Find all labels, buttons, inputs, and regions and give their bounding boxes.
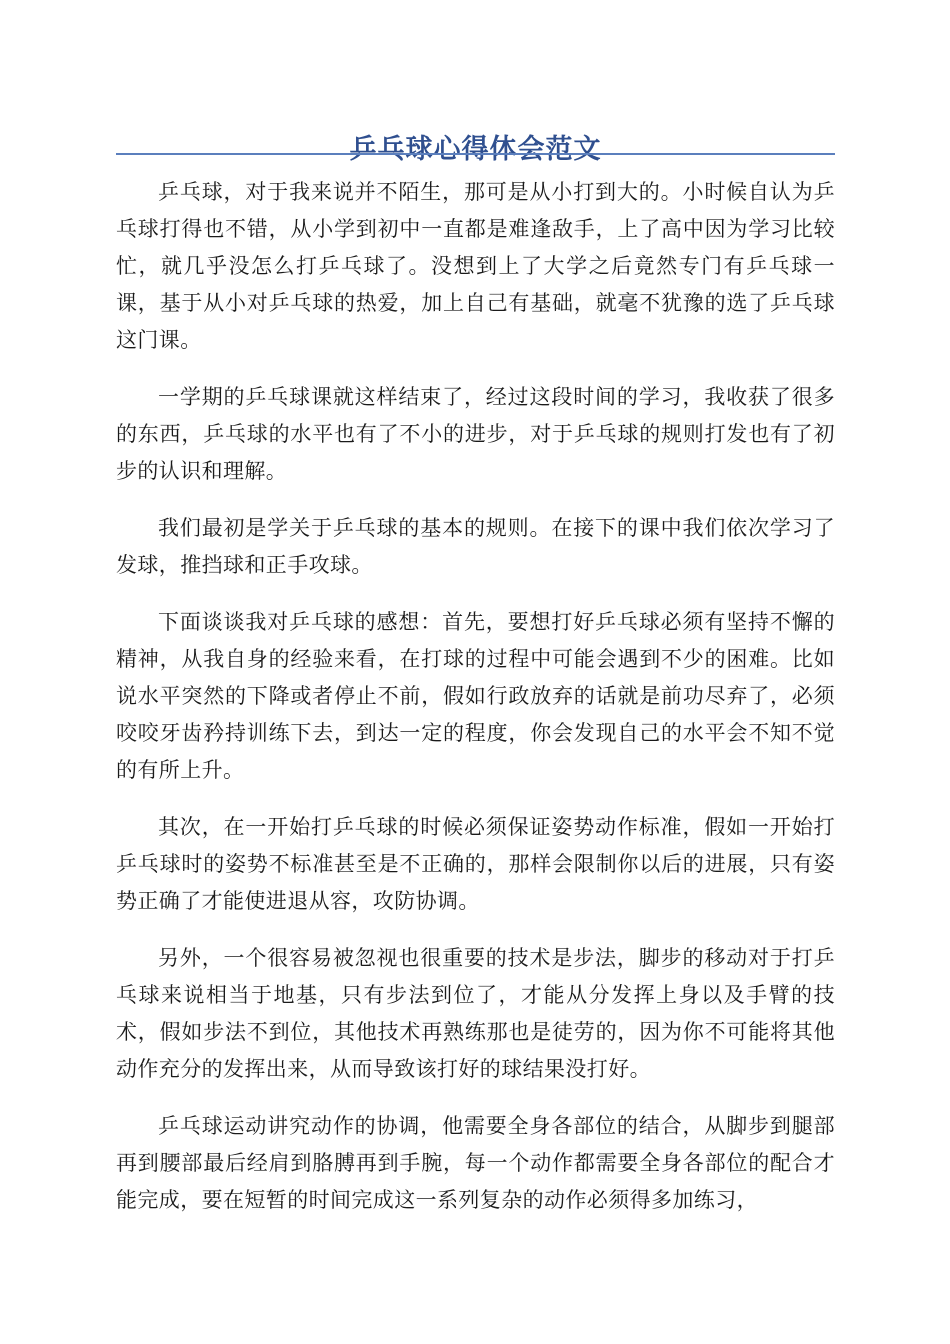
paragraph-4: 下面谈谈我对乒乓球的感想：首先，要想打好乒乓球必须有坚持不懈的精神，从我自身的经验来看，在打球的过程中可能会遇到不少的困难。比如说水平突然的下降或者停止不前，假如行政放弃的话就是前功尽弃了，必须咬咬牙齿矜持训练下去，到达一定的程度，你会发现自己的水平会不知不觉的有所上升。 — [116, 610, 835, 782]
document-body — [116, 174, 835, 1239]
title-underline — [116, 153, 835, 155]
paragraph-7: 乒乓球运动讲究动作的协调，他需要全身各部位的结合，从脚步到腿部再到腰部最后经肩到胳膊再到手腕，每一个动作都需要全身各部位的配合才能完成，要在短暂的时间完成这一系列复杂的动作必须得多加练习， — [116, 1114, 835, 1212]
paragraph-6: 另外，一个很容易被忽视也很重要的技术是步法，脚步的移动对于打乒乓球来说相当于地基，只有步法到位了，才能从分发挥上身以及手臂的技术，假如步法不到位，其他技术再熟练那也是徒劳的，因为你不可能将其他动作充分的发挥出来，从而导致该打好的球结果没打好。 — [116, 946, 835, 1081]
paragraph-3: 我们最初是学关于乒乓球的基本的规则。在接下的课中我们依次学习了发球，推挡球和正手攻球。 — [116, 516, 835, 577]
paragraph-2: 一学期的乒乓球课就这样结束了，经过这段时间的学习，我收获了很多的东西，乒乓球的水平也有了不小的进步，对于乒乓球的规则打发也有了初步的认识和理解。 — [116, 385, 835, 483]
paragraph-5: 其次，在一开始打乒乓球的时候必须保证姿势动作标准，假如一开始打乒乓球时的姿势不标准甚至是不正确的，那样会限制你以后的进展，只有姿势正确了才能使进退从容，攻防协调。 — [116, 815, 835, 913]
document-title: 乒乓球心得体会范文 — [349, 134, 602, 166]
paragraph-1: 乒乓球，对于我来说并不陌生，那可是从小打到大的。小时候自认为乒乓球打得也不错，从小学到初中一直都是难逢敌手，上了高中因为学习比较忙，就几乎没怎么打乒乓球了。没想到上了大学之后竟然专门有乒乓球一课，基于从小对乒乓球的热爱，加上自己有基础，就毫不犹豫的选了乒乓球这门课。 — [116, 180, 835, 352]
